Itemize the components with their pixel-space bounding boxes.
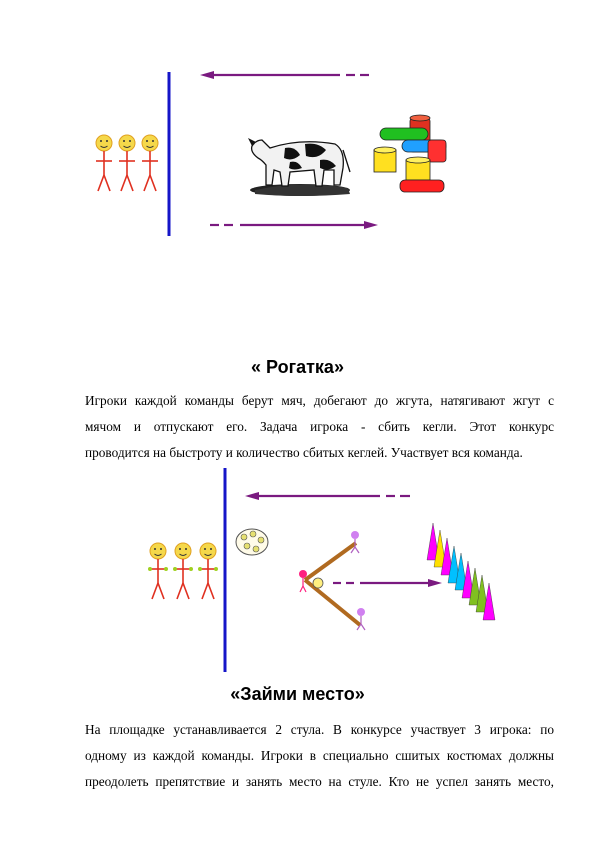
- player-figure: [142, 135, 158, 191]
- text-line: На площадке устанавливается 2 стула. В конкурсе участвует 3 игрока: по: [85, 722, 554, 737]
- section-text-take-seat: [85, 717, 554, 795]
- section-text-slingshot: [85, 388, 554, 466]
- section-title-slingshot: « Рогатка»: [251, 357, 344, 377]
- return-arrow: [200, 71, 369, 79]
- player-figure: [96, 135, 112, 191]
- text-line: преодолеть препятствие и занять место на стуле. Кто не успел занять место,: [85, 774, 554, 789]
- text-line: мячом и отпускают его. Задача игрока - сбить кегли. Этот конкурс: [85, 419, 554, 434]
- cow-icon: [248, 138, 350, 196]
- text-line: Игроки каждой команды берут мяч, добегают до жгута, натягивают жгут с: [85, 393, 554, 408]
- text-line: одному из каждой команды. Игроки в специально сшитых костюмах должны: [85, 748, 554, 763]
- skittles-blocks-icon: [374, 115, 446, 192]
- forward-arrow: [210, 221, 378, 229]
- player-figure: [119, 135, 135, 191]
- text-line: проводится на быстроту и количество сбитых кеглей. Участвует вся команда.: [85, 445, 523, 460]
- players-group: [96, 135, 158, 191]
- section-title-take-seat: «Займи место»: [230, 684, 365, 704]
